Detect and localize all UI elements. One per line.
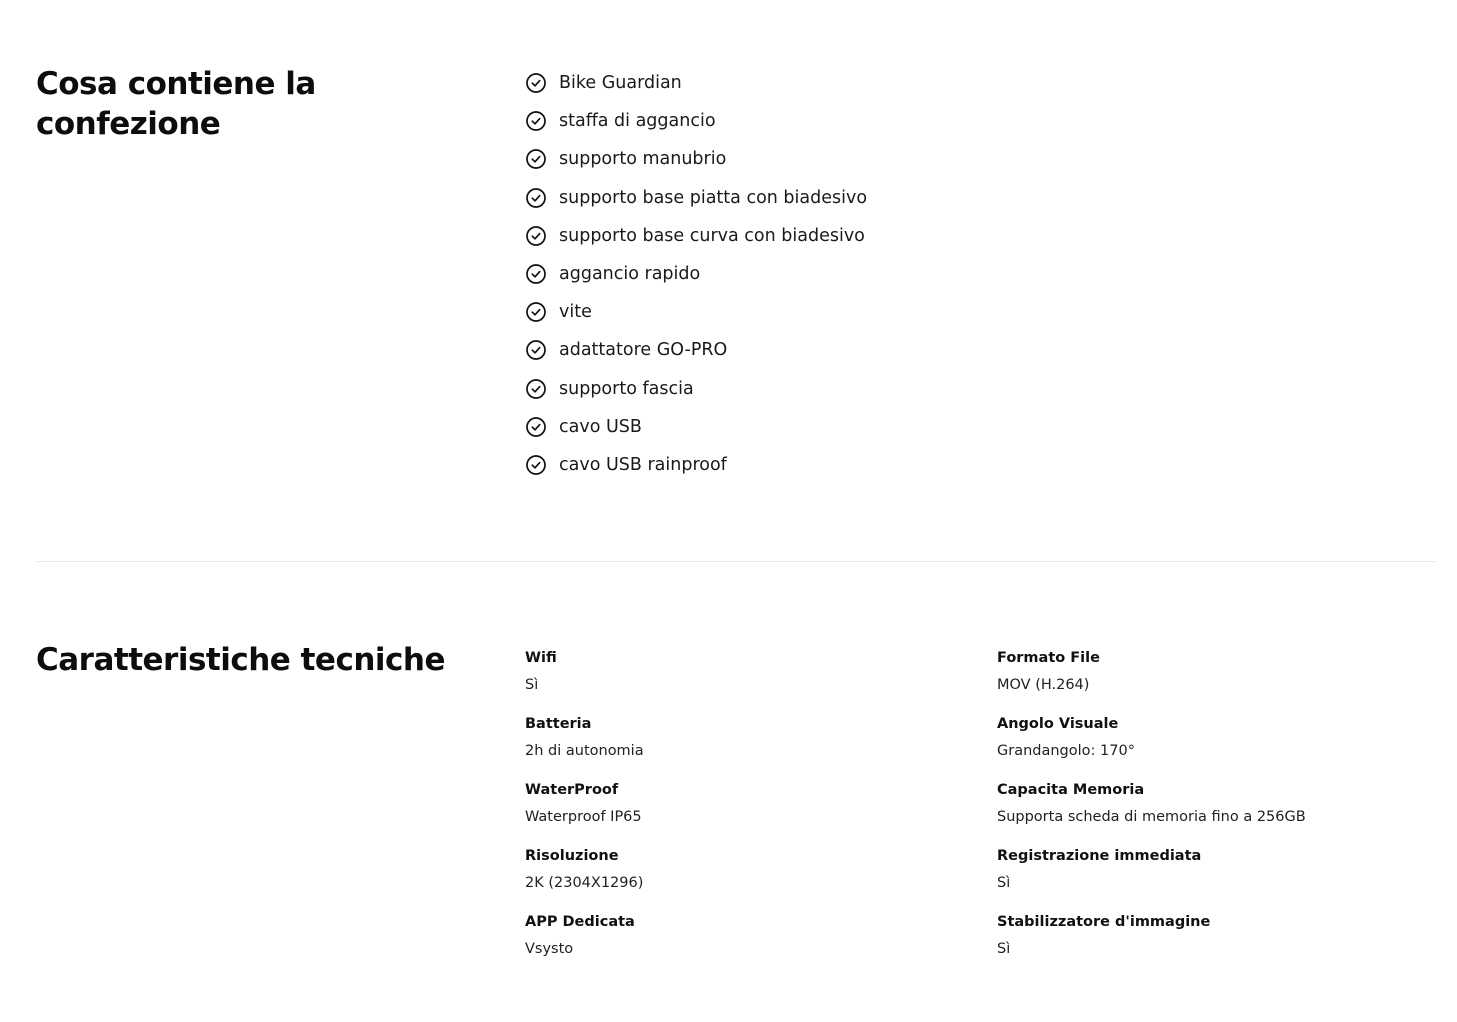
check-circle-icon <box>525 378 547 400</box>
specs-column-right <box>997 648 1437 978</box>
box-contents-title: Cosa contiene la confezione <box>36 66 316 142</box>
list-item <box>525 255 867 293</box>
check-circle-icon <box>525 416 547 438</box>
spec-item-app <box>525 912 965 978</box>
spec-label: Capacita Memoria <box>997 782 1145 798</box>
box-contents-section <box>36 64 1436 504</box>
list-item-label: staffa di aggancio <box>559 111 716 132</box>
spec-value: Waterproof IP65 <box>525 809 642 825</box>
list-item-label: supporto manubrio <box>559 149 727 170</box>
list-item-label: supporto base curva con biadesivo <box>559 225 865 246</box>
check-circle-icon <box>525 110 547 132</box>
spec-value: MOV (H.264) <box>997 677 1090 693</box>
spec-value: Sì <box>997 941 1011 957</box>
check-circle-icon <box>525 454 547 476</box>
spec-item-battery <box>525 714 965 780</box>
list-item <box>525 331 867 369</box>
spec-label: WaterProof <box>525 782 619 798</box>
spec-label: Batteria <box>525 716 592 732</box>
list-item <box>525 293 867 331</box>
spec-value: Grandangolo: 170° <box>997 743 1135 759</box>
spec-item-file-format <box>997 648 1437 714</box>
check-circle-icon <box>525 72 547 94</box>
list-item <box>525 179 867 217</box>
spec-item-instant-recording <box>997 846 1437 912</box>
check-circle-icon <box>525 339 547 361</box>
spec-value: 2K (2304X1296) <box>525 875 644 891</box>
list-item-label: Bike Guardian <box>559 73 682 94</box>
list-item <box>525 408 867 446</box>
spec-label: Stabilizzatore d'immagine <box>997 914 1211 930</box>
check-circle-icon <box>525 225 547 247</box>
list-item-label: supporto base piatta con biadesivo <box>559 187 868 208</box>
check-circle-icon <box>525 187 547 209</box>
spec-label: Angolo Visuale <box>997 716 1119 732</box>
spec-value: Sì <box>525 677 539 693</box>
spec-label: APP Dedicata <box>525 914 635 930</box>
spec-item-waterproof <box>525 780 965 846</box>
check-circle-icon <box>525 301 547 323</box>
spec-item-wifi <box>525 648 965 714</box>
list-item <box>525 217 867 255</box>
list-item-label: adattatore GO-PRO <box>559 340 728 361</box>
spec-value: 2h di autonomia <box>525 743 644 759</box>
list-item <box>525 64 867 102</box>
list-item-label: cavo USB rainproof <box>559 454 727 475</box>
section-divider <box>36 561 1436 562</box>
spec-value: Supporta scheda di memoria fino a 256GB <box>997 809 1306 825</box>
spec-item-stabilizer <box>997 912 1437 978</box>
list-item-label: cavo USB <box>559 416 642 437</box>
specs-column-left <box>525 648 965 978</box>
list-item-label: aggancio rapido <box>559 264 701 285</box>
list-item-label: supporto fascia <box>559 378 694 399</box>
list-item <box>525 370 867 408</box>
spec-label: Registrazione immediata <box>997 848 1202 864</box>
tech-specs-title: Caratteristiche tecniche <box>36 642 445 678</box>
spec-label: Risoluzione <box>525 848 619 864</box>
spec-label: Formato File <box>997 650 1100 666</box>
spec-value: Sì <box>997 875 1011 891</box>
list-item <box>525 446 867 484</box>
spec-item-resolution <box>525 846 965 912</box>
spec-value: Vsysto <box>525 941 574 957</box>
check-circle-icon <box>525 148 547 170</box>
box-contents-list <box>525 64 867 484</box>
list-item-label: vite <box>559 302 592 323</box>
spec-item-view-angle <box>997 714 1437 780</box>
spec-item-memory <box>997 780 1437 846</box>
list-item <box>525 102 867 140</box>
tech-specs-section <box>36 640 1436 980</box>
list-item <box>525 140 867 178</box>
check-circle-icon <box>525 263 547 285</box>
spec-label: Wifi <box>525 650 557 666</box>
